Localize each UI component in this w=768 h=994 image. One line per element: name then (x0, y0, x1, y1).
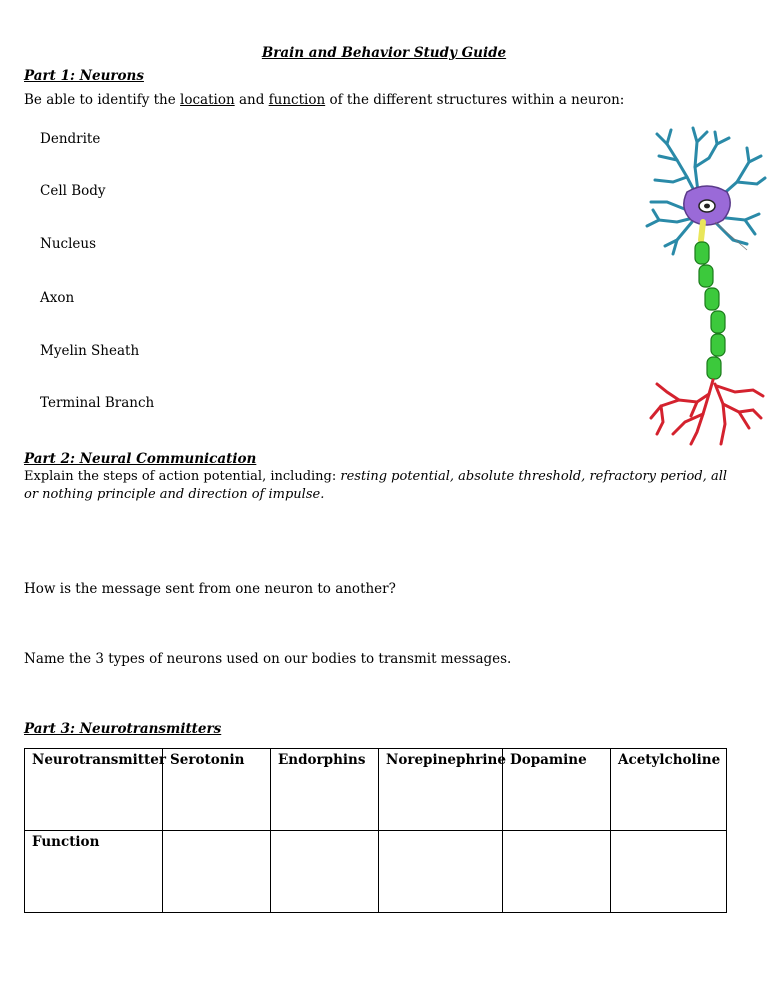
myelin-sheath (695, 242, 725, 379)
structure-myelin-sheath: Myelin Sheath (40, 343, 140, 359)
function-cell-endorphins (271, 831, 379, 913)
part1-heading: Part 1: Neurons (24, 68, 144, 84)
axon-hillock (701, 222, 703, 240)
question-message-sent: How is the message sent from one neuron to another? (24, 581, 396, 597)
structure-cell-body: Cell Body (40, 183, 106, 199)
structure-terminal-branch: Terminal Branch (40, 395, 155, 411)
table-function-row (25, 831, 727, 913)
header-norepinephrine: Norepinephrine (379, 749, 503, 831)
header-dopamine: Dopamine (503, 749, 611, 831)
header-acetylcholine: Acetylcholine (611, 749, 727, 831)
page-title: Brain and Behavior Study Guide (261, 45, 507, 61)
part2-explain: Explain the steps of action potential, including: resting potential, absolute threshold, refractory period, all or nothing principle and direction of impulse. (24, 469, 728, 502)
function-word: function (268, 92, 326, 108)
header-neurotransmitter: Neurotransmitter (25, 749, 163, 831)
function-label: Function (25, 831, 163, 913)
neuron-illustration (637, 122, 768, 448)
function-cell-dopamine (503, 831, 611, 913)
structure-axon: Axon (40, 290, 75, 306)
part3-heading: Part 3: Neurotransmitters (24, 721, 222, 737)
header-endorphins: Endorphins (271, 749, 379, 831)
part1-intro: Be able to identify the location and function of the different structures within a neuron: (24, 92, 625, 108)
structure-dendrite: Dendrite (40, 131, 101, 147)
action-potential-terms: resting potential, absolute threshold, refractory period, all or nothing principle and direction of impulse. (24, 469, 728, 502)
structure-nucleus: Nucleus (40, 236, 96, 252)
location-word: location (180, 92, 235, 108)
header-serotonin: Serotonin (163, 749, 271, 831)
function-cell-norepinephrine (379, 831, 503, 913)
terminal-branches (651, 380, 763, 444)
neurotransmitter-table (24, 748, 727, 913)
function-cell-acetylcholine (611, 831, 727, 913)
function-cell-serotonin (163, 831, 271, 913)
part2-heading: Part 2: Neural Communication (24, 451, 257, 467)
table-header-row (25, 749, 727, 831)
question-neuron-types: Name the 3 types of neurons used on our bodies to transmit messages. (24, 651, 512, 667)
